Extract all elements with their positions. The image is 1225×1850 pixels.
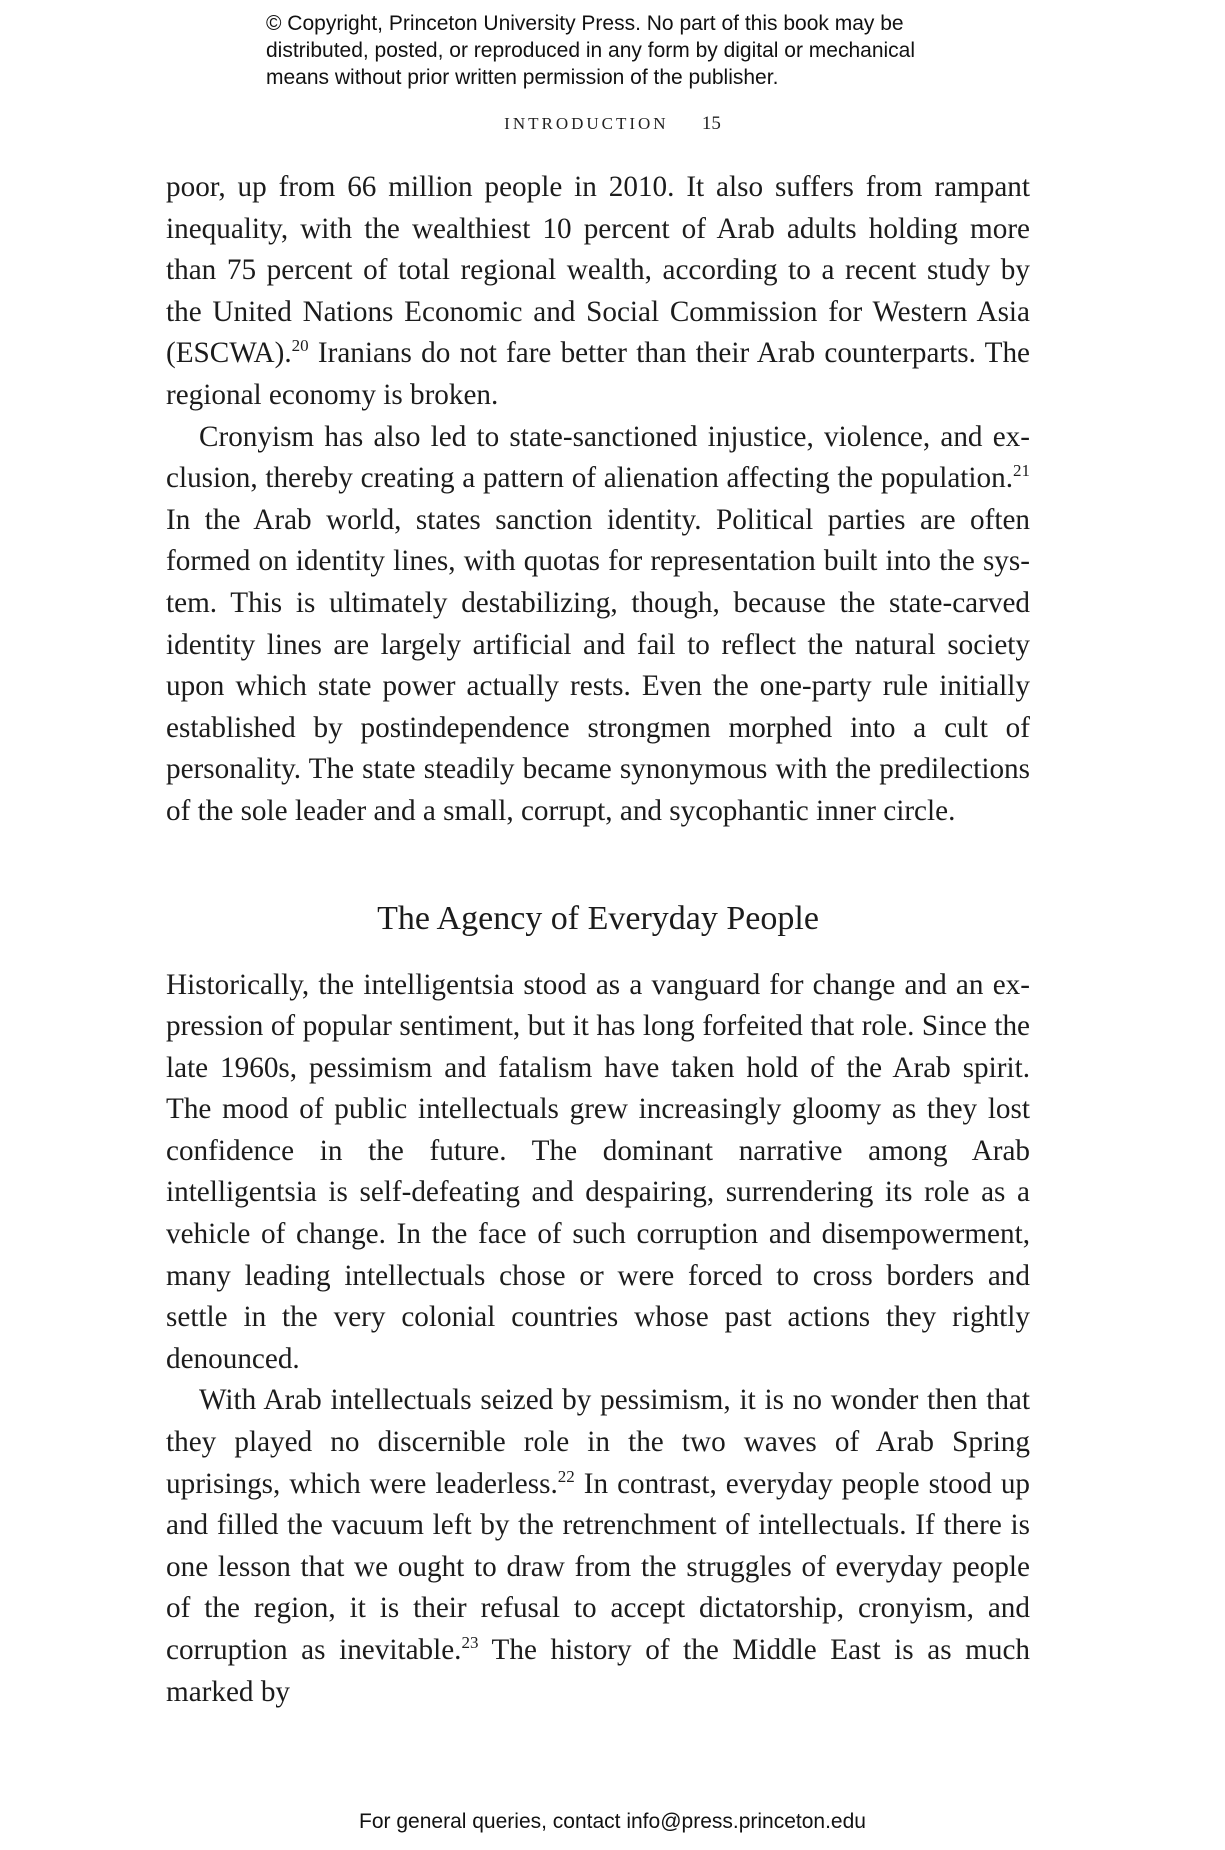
paragraph-text: Iranians do not fare better than their Arab counterparts. The regional economy is broken.: [166, 337, 1030, 411]
section-heading: The Agency of Everyday People: [377, 899, 819, 937]
paragraph-text: Cronyism has also led to state-sanctioned injustice, violence, and exclusion, thereby creating a pattern of alienation affecting the population.: [166, 420, 1030, 495]
footnote-marker[interactable]: 20: [291, 336, 309, 356]
paragraph-text: In the Arab world, states sanction identity. Political parties are often formed on identity lines, with quotas for representation built into the system. This is ultimately destabilizing, though, because the state-carved identity lines are largely artificial and fail to reflect the natural society upon which state power actually rests. Even the one-party rule initially established by postindependence strongmen morphed into a cult of personality. The state steadily became synonymous with the predilections of the sole leader and a small, corrupt, and sycophantic inner circle.: [166, 503, 1030, 827]
footnote-marker[interactable]: 23: [461, 1633, 479, 1652]
copyright-line: means without prior written permission of the publisher.: [266, 66, 779, 89]
paragraph: [166, 1380, 1030, 1713]
paragraph: [166, 965, 1030, 1381]
page-number: 15: [701, 113, 721, 134]
copyright-notice: [266, 10, 1026, 91]
footnote-marker[interactable]: 21: [1013, 461, 1030, 481]
copyright-line: © Copyright, Princeton University Press. No part of this book may be: [266, 12, 904, 35]
running-head-title: INTRODUCTION: [504, 114, 669, 133]
paragraph: [166, 417, 1030, 833]
copyright-line: distributed, posted, or reproduced in any form by digital or mechanical: [266, 39, 916, 62]
paragraph-text: With Arab intellectuals seized by pessimism, it is no wonder then that they played no discernible role in the two waves of Arab Spring uprisings, which were leaderless.: [166, 1384, 1030, 1500]
paragraph-text: poor, up from 66 million people in 2010. It also suffers from rampant inequality, with the wealthiest 10 percent of Arab adults holding more than 75 percent of total regional wealth, according to a recent study by the United Nations Economic and Social Commission for Western Asia (ESCWA).: [166, 171, 1030, 370]
body-text: [166, 167, 1030, 1713]
paragraph-text: Historically, the intelligentsia stood as a vanguard for change and an expression of popular sentiment, but it has long forfeited that role. Since the late 1960s, pessimism and fatalism have taken hold of the Arab spirit. The mood of public intellectuals grew increasingly gloomy as they lost confidence in the future. The dominant narrative among Arab intelligentsia is self-defeating and despairing, surrendering its role as a vehicle of change. In the face of such corruption and disempowerment, many leading intellectuals chose or were forced to cross borders and settle in the very colonial countries whose past actions they rightly denounced.: [166, 968, 1030, 1375]
footer-contact: For general queries, contact info@press.princeton.edu: [359, 1810, 866, 1833]
running-head: [0, 113, 1225, 135]
paragraph-text: The history of the Middle East is as much marked by: [166, 1634, 1030, 1708]
paragraph-text: In contrast, everyday people stood up and filled the vacuum left by the retrenchment of intellectuals. If there is one lesson that we ought to draw from the struggles of everyday people of the region, it is their refusal to accept dictatorship, cronyism, and corruption as inevitable.: [166, 1467, 1031, 1666]
paragraph: [166, 167, 1030, 417]
footnote-marker[interactable]: 22: [557, 1466, 575, 1486]
